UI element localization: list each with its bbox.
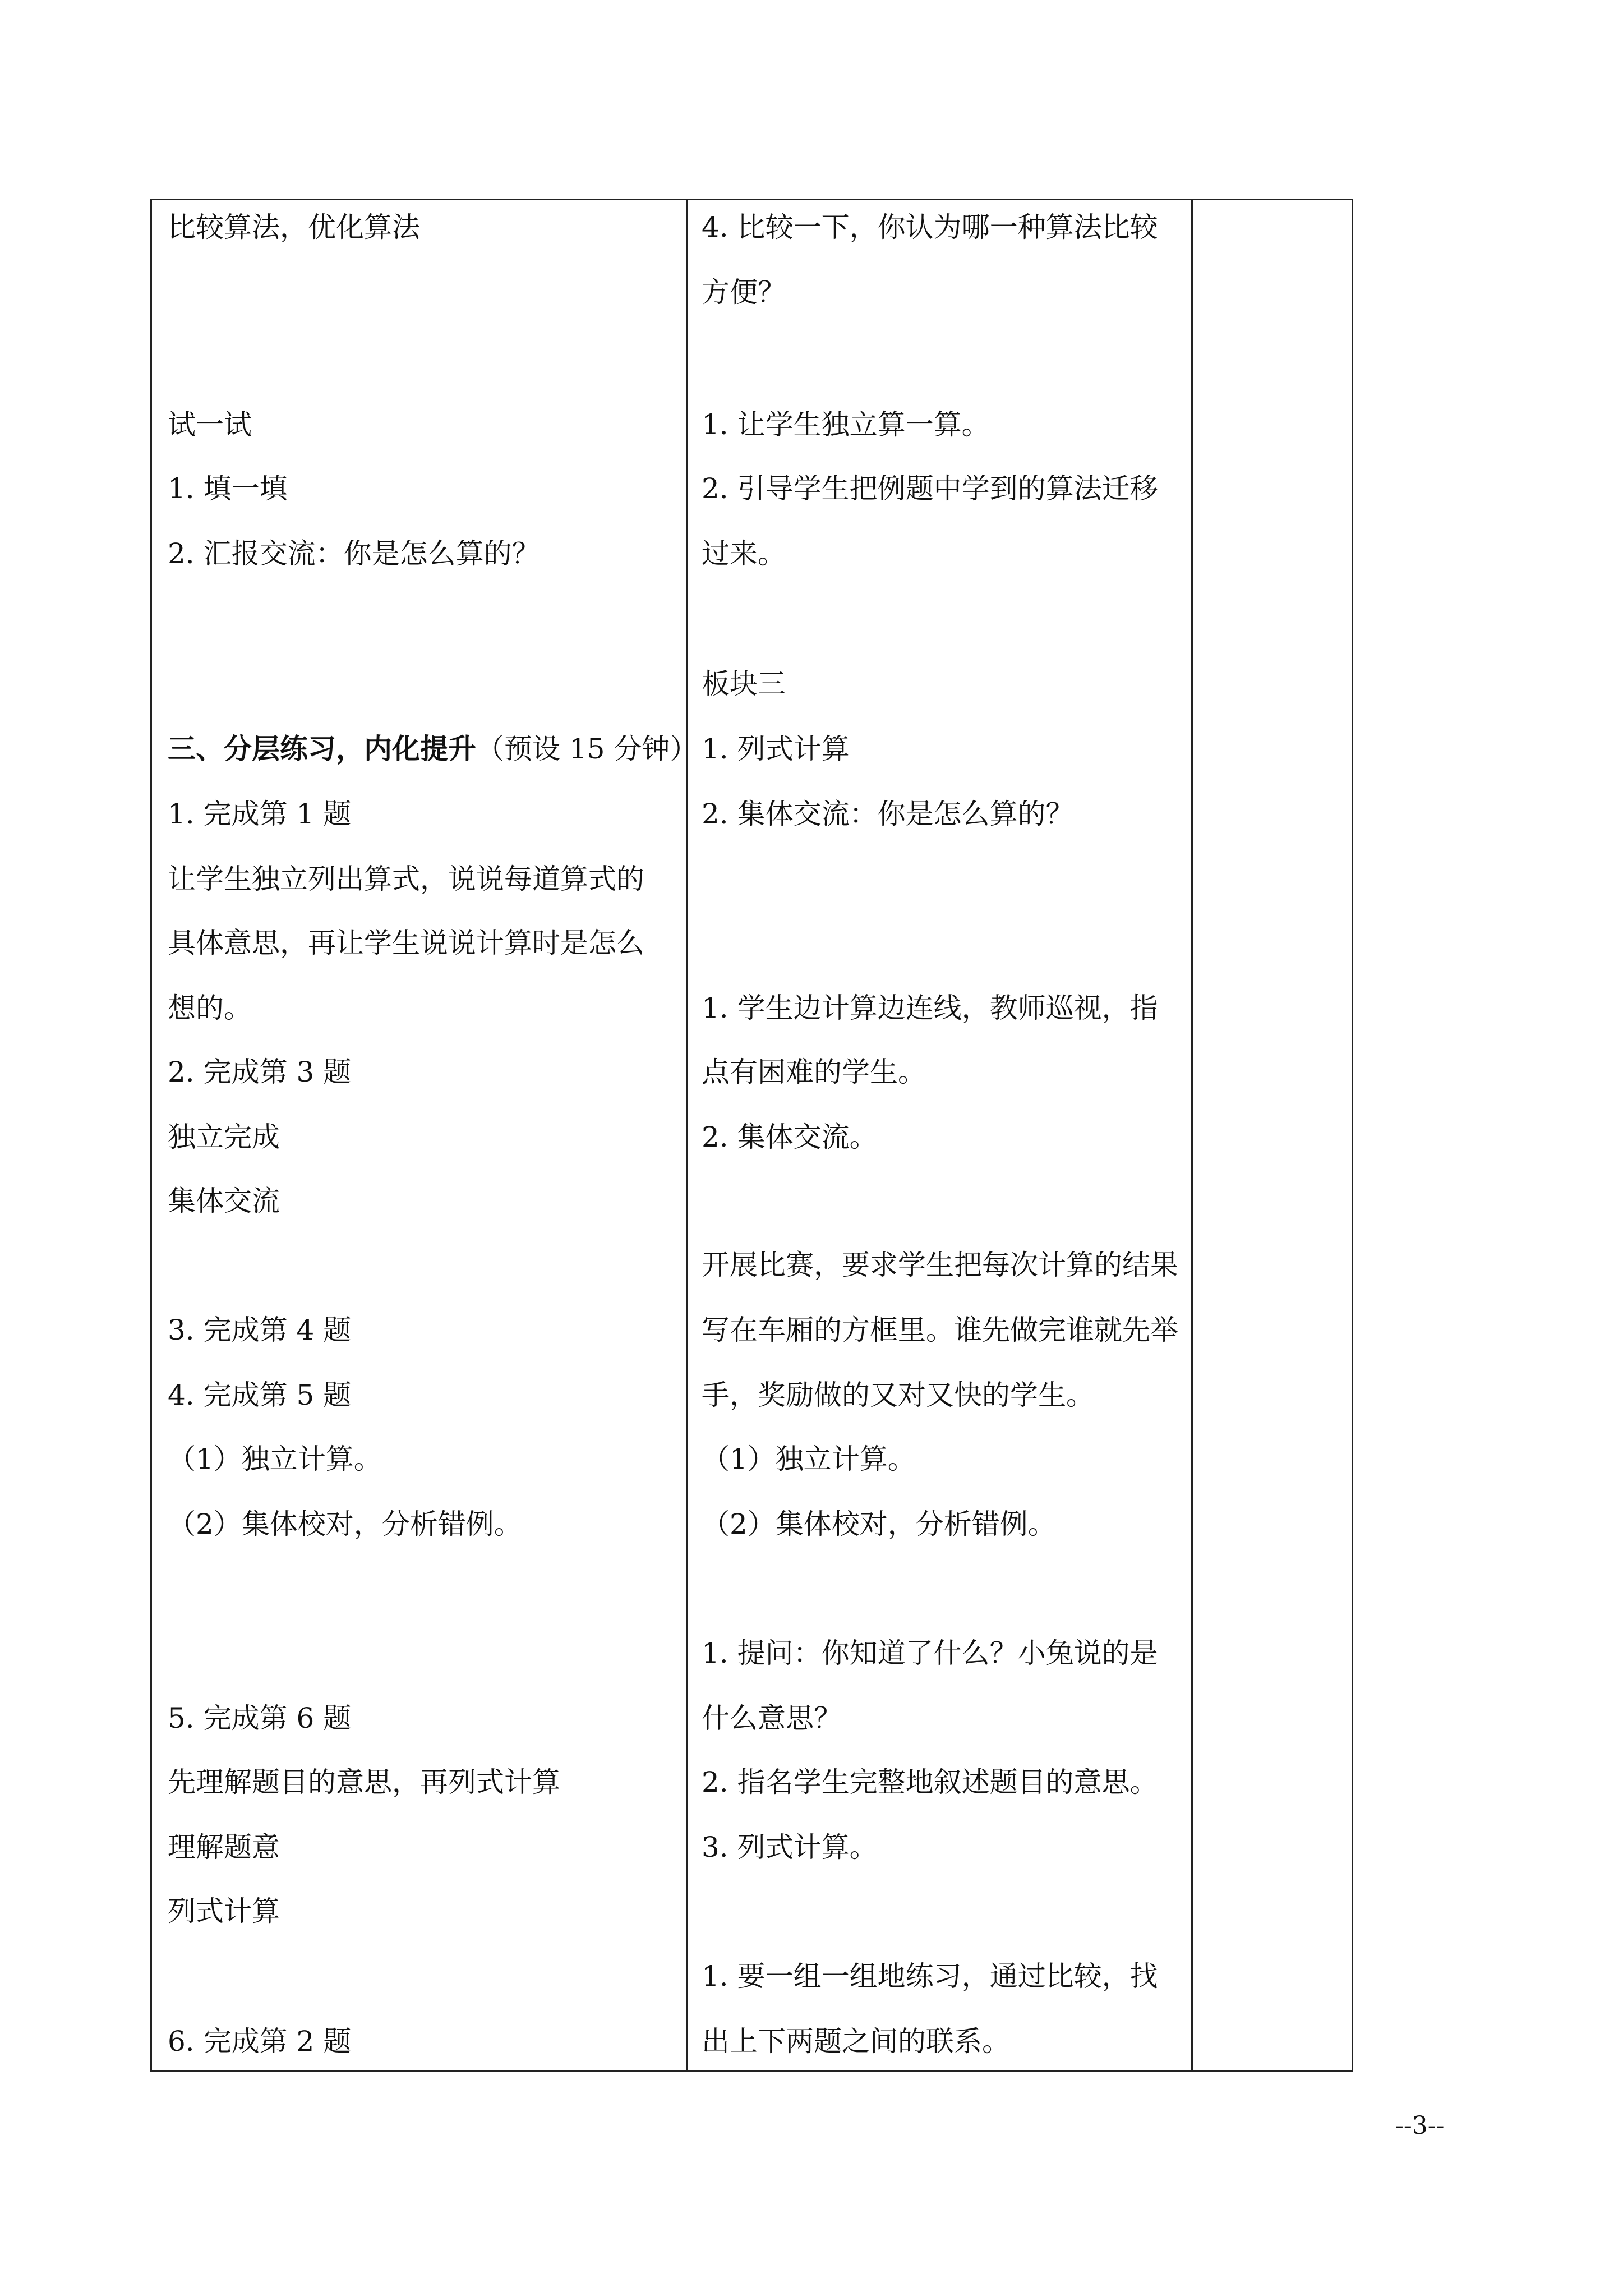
text-line: 手，奖励做的又对又快的学生。 bbox=[702, 1379, 1094, 1411]
text-line: 过来。 bbox=[702, 537, 786, 570]
text-line: 1. 完成第 1 题 bbox=[168, 798, 352, 830]
text-line: 1. 填一填 bbox=[168, 472, 288, 505]
text-line: （2）集体校对，分析错例。 bbox=[168, 1508, 522, 1540]
column-divider bbox=[686, 200, 688, 2070]
text-line: 让学生独立列出算式，说说每道算式的 bbox=[168, 863, 644, 895]
text-line: 写在车厢的方框里。谁先做完谁就先举 bbox=[702, 1314, 1178, 1346]
text-line: 1. 让学生独立算一算。 bbox=[702, 408, 990, 441]
text-line: 理解题意 bbox=[168, 1831, 280, 1864]
text-line: 4. 比较一下，你认为哪一种算法比较 bbox=[702, 211, 1158, 243]
text-line: 先理解题目的意思，再列式计算 bbox=[168, 1766, 560, 1798]
text-line: 具体意思，再让学生说说计算时是怎么 bbox=[168, 927, 644, 959]
text-line: 3. 列式计算。 bbox=[702, 1831, 878, 1864]
text-line: 方便？ bbox=[702, 276, 786, 309]
text-line: 6. 完成第 2 题 bbox=[168, 2025, 352, 2058]
section-heading-note: （预设 15 分钟） bbox=[476, 733, 698, 765]
text-line: 想的。 bbox=[168, 992, 252, 1024]
column-divider bbox=[1191, 200, 1193, 2070]
text-line: 2. 汇报交流：你是怎么算的？ bbox=[168, 537, 540, 570]
text-line: 1. 列式计算 bbox=[702, 733, 850, 765]
text-line: 2. 引导学生把例题中学到的算法迁移 bbox=[702, 472, 1158, 505]
text-line: 5. 完成第 6 题 bbox=[168, 1702, 352, 1734]
text-line: 列式计算 bbox=[168, 1895, 280, 1927]
section-heading-title: 三、分层练习，内化提升 bbox=[168, 732, 476, 765]
lesson-plan-table bbox=[150, 199, 1353, 2072]
text-line: 集体交流 bbox=[168, 1185, 280, 1217]
text-line: 出上下两题之间的联系。 bbox=[702, 2025, 1010, 2058]
text-line: 2. 集体交流：你是怎么算的？ bbox=[702, 798, 1074, 830]
text-line: 开展比赛，要求学生把每次计算的结果 bbox=[702, 1249, 1178, 1281]
text-line: 板块三 bbox=[702, 668, 786, 700]
text-line: 2. 指名学生完整地叙述题目的意思。 bbox=[702, 1766, 1158, 1798]
text-line: 1. 提问：你知道了什么？小兔说的是 bbox=[702, 1637, 1158, 1669]
text-line: （1）独立计算。 bbox=[702, 1443, 916, 1475]
section-heading bbox=[168, 732, 698, 766]
text-line: （1）独立计算。 bbox=[168, 1443, 382, 1475]
text-line: 2. 完成第 3 题 bbox=[168, 1056, 352, 1088]
text-line: 4. 完成第 5 题 bbox=[168, 1379, 352, 1411]
text-line: （2）集体校对，分析错例。 bbox=[702, 1508, 1056, 1540]
page-number: --3-- bbox=[1395, 2111, 1445, 2140]
text-line: 2. 集体交流。 bbox=[702, 1121, 878, 1153]
text-line: 比较算法，优化算法 bbox=[168, 211, 420, 243]
text-line: 什么意思？ bbox=[702, 1702, 842, 1734]
text-line: 试一试 bbox=[168, 408, 252, 441]
text-line: 独立完成 bbox=[168, 1121, 280, 1153]
text-line: 3. 完成第 4 题 bbox=[168, 1314, 352, 1346]
text-line: 1. 学生边计算边连线，教师巡视，指 bbox=[702, 992, 1158, 1024]
text-line: 点有困难的学生。 bbox=[702, 1056, 926, 1088]
text-line: 1. 要一组一组地练习，通过比较，找 bbox=[702, 1960, 1158, 1993]
